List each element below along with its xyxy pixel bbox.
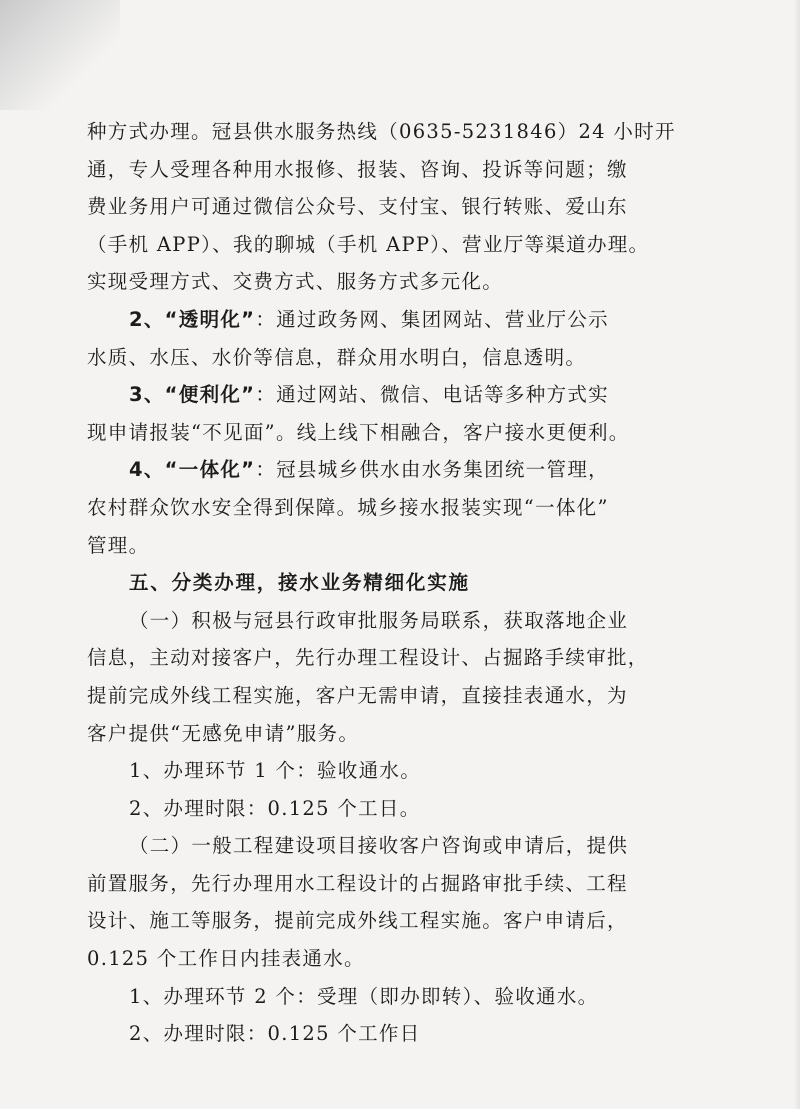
text-line: 通，专人受理各种用水报修、报装、咨询、投诉等问题；缴 xyxy=(87,157,628,181)
text-line: 2、办理时限：0.125 个工作日 xyxy=(129,1022,421,1046)
text-line: 1、办理环节 2 个：受理（即办即转）、验收通水。 xyxy=(129,984,599,1008)
paragraph-service-channels xyxy=(87,113,707,301)
text-line: 实现受理方式、交费方式、服务方式多元化。 xyxy=(87,270,504,294)
text-line: 农村群众饮水安全得到保障。城乡接水报装实现“一体化” xyxy=(87,495,609,519)
scan-corner-shadow xyxy=(0,0,120,110)
item-text: ：通过政务网、集团网站、营业厅公示 xyxy=(255,307,609,331)
item-transparency xyxy=(87,301,707,376)
section-five xyxy=(87,564,707,1053)
text-line: 种方式办理。冠县供水服务热线（0635-5231846）24 小时开 xyxy=(87,120,676,143)
text-line: 现申请报装“不见面”。线上线下相融合，客户接水更便利。 xyxy=(87,420,630,444)
text-line: 信息，主动对接客户，先行办理工程设计、占掘路手续审批， xyxy=(87,646,649,670)
item-integration xyxy=(87,451,707,564)
subsection-two xyxy=(87,827,707,1053)
document-page xyxy=(87,113,707,1053)
text-line: 1、办理环节 1 个：验收通水。 xyxy=(129,759,422,783)
text-line xyxy=(87,451,707,489)
text-line: 0.125 个工作日内挂表通水。 xyxy=(87,947,365,971)
text-line: 设计、施工等服务，提前完成外线工程实施。客户申请后， xyxy=(87,909,628,933)
text-line: （一）积极与冠县行政审批服务局联系，获取落地企业 xyxy=(129,608,629,632)
text-line: 提前完成外线工程实施，客户无需申请，直接挂表通水，为 xyxy=(87,683,628,707)
subsection-one xyxy=(87,602,707,828)
item-convenience xyxy=(87,376,707,451)
text-line: 客户提供“无感免申请”服务。 xyxy=(87,721,360,745)
item-label: 4、“一体化” xyxy=(129,458,256,482)
item-text: ：冠县城乡供水由水务集团统一管理， xyxy=(255,458,609,482)
text-line: 水质、水压、水价等信息，群众用水明白，信息透明。 xyxy=(87,345,587,369)
text-line: 前置服务，先行办理用水工程设计的占掘路审批手续、工程 xyxy=(87,871,628,895)
item-label: 3、“便利化” xyxy=(129,383,256,407)
text-line: 2、办理时限：0.125 个工日。 xyxy=(129,796,421,820)
section-heading: 五、分类办理，接水业务精细化实施 xyxy=(129,571,470,595)
item-text: ：通过网站、微信、电话等多种方式实 xyxy=(255,383,609,407)
text-line xyxy=(87,301,707,339)
item-label: 2、“透明化” xyxy=(129,307,256,331)
text-line: （二）一般工程建设项目接收客户咨询或申请后，提供 xyxy=(129,834,629,858)
text-line: 费业务用户可通过微信公众号、支付宝、银行转账、爱山东 xyxy=(87,195,628,219)
text-line: （手机 APP）、我的聊城（手机 APP）、营业厅等渠道办理。 xyxy=(87,232,650,256)
scan-right-edge xyxy=(794,0,800,1109)
text-line xyxy=(87,376,707,414)
text-line: 管理。 xyxy=(87,533,150,557)
